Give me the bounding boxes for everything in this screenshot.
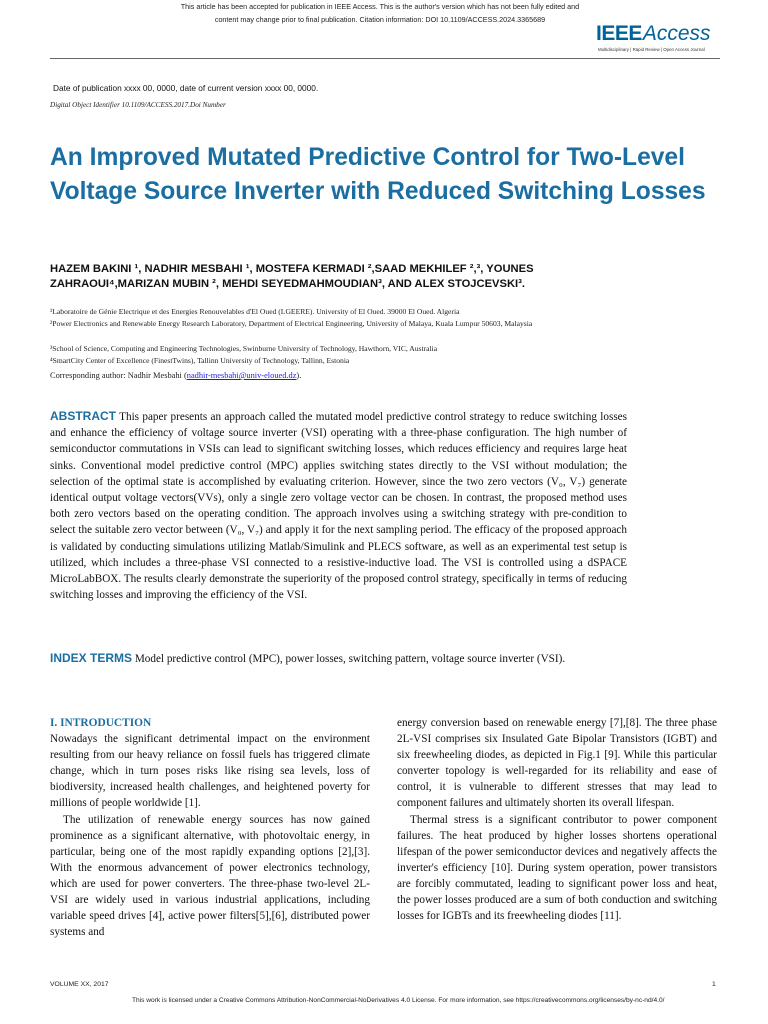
corresponding-suffix: ). xyxy=(296,371,302,380)
footer-page-number: 1 xyxy=(712,981,716,988)
affiliation-4: ⁴SmartCity Center of Excellence (FinestTwins), Tallinn University of Technology, Tallinn, Estonia xyxy=(50,356,350,365)
abstract-label: ABSTRACT xyxy=(50,409,116,423)
author-list: HAZEM BAKINI ¹, NADHIR MESBAHI ¹, MOSTEFA KERMADI ²,SAAD MEKHILEF ²,³, YOUNES ZAHRAOUI⁴,MARIZAN MUBIN ², MEHDI SEYEDMAHMOUDIAN³, AND ALEX STOJCEVSKI³. xyxy=(50,263,534,290)
acceptance-notice xyxy=(100,0,660,26)
acceptance-notice-line1: This article has been accepted for publication in IEEE Access. This is the author's version which has not been fully edited and xyxy=(180,2,580,11)
affiliation-3: ³School of Science, Computing and Engineering Technologies, Swinburne University of Technology, Hawthorn, VIC, Australia xyxy=(50,344,438,353)
logo-access-text: Access xyxy=(642,22,711,45)
index-terms-label: INDEX TERMS xyxy=(50,651,133,665)
publication-date: Date of publication xxxx 00, 0000, date of current version xxxx 00, 0000. xyxy=(53,83,319,93)
abstract-text: This paper presents an approach called the mutated model predictive control strategy to reduce switching losses and enhance the efficiency of voltage source inverter (VSI) operating with a three-phase configuration. The high number of semiconductor commutations in VSIs can lead to significant switching losses, which reduces efficiency and requires large heat sinks. Conventional model predictive control (MPC) applies switching states directly to the VSI without modulation; the selection of the optimal state is accomplished by evaluating criterion. However, since the two zero vectors (V₀, V₇) generate identical output voltage vectors(VVs), only a single zero voltage vector can be chosen. In contrast, the proposed method uses both zero vectors based on the operating condition. The approach involves using a switching strategy with pre-condition to select the suitable zero vector between (V₀, V₇) and apply it for the next sampling period. The efficacy of the proposed approach is validated by conducting simulations utilizing Matlab/Simulink and PLECS software, as well as an experimental test setup is utilized, which includes a three-phase VSI connected to a resistive-inductive load. The VSI is controlled using a dSPACE MicroLabBOX. The results clearly demonstrate the superiority of the proposed control strategy, specifically in terms of reducing switching losses and improving the efficiency of the VSI. xyxy=(50,411,627,602)
index-terms xyxy=(50,650,627,667)
doi-line: Digital Object Identifier 10.1109/ACCESS.2017.Doi Number xyxy=(50,101,226,109)
ieee-access-logo xyxy=(596,22,726,52)
intro-paragraph-4: Thermal stress is a significant contributor to power component failures. The heat produced by higher losses shortens operational lifespan of the power semiconductor devices and negatively affects the inverter's efficiency [10]. During system operation, power transistors are forcibly commutated, leading to significant power loss and heat, the power losses produced are a sum of both conduction and switching losses for IGBTs and its freewheeling diodes [11]. xyxy=(397,813,717,923)
affiliation-2: ²Power Electronics and Renewable Energy Research Laboratory, Department of Electrical Engineering, University of Malaya, Kuala Lumpur 50603, Malaysia xyxy=(50,319,533,328)
abstract xyxy=(50,408,627,603)
corresponding-prefix: Corresponding author: Nadhir Mesbahi ( xyxy=(50,371,187,380)
intro-paragraph-1: Nowadays the significant detrimental impact on the environment resulting from our heavy reliance on fossil fuels has triggered climate change, which in turn poses risks like rising sea levels, loss of biodiversity, increased health challenges, and heightened poverty for millions of people worldwide [1]. xyxy=(50,733,370,810)
header-divider xyxy=(50,58,720,59)
index-terms-text: Model predictive control (MPC), power losses, switching pattern, voltage source inverter (VSI). xyxy=(134,653,566,665)
intro-paragraph-3: energy conversion based on renewable energy [7],[8]. The three phase 2L-VSI comprises six Insulated Gate Bipolar Transistors (IGBT) and six freewheeling diodes, as depicted in Fig.1 [9]. While this particular converter topology is well-regarded for its reliability and ease of control, it is vulnerable to different stresses that may lead to component failures and ultimately shorten its overall lifespan. xyxy=(397,717,717,810)
paper-title: An Improved Mutated Predictive Control for Two-Level Voltage Source Inverter with Reduced Switching Losses xyxy=(50,144,706,205)
corresponding-email-link[interactable]: nadhir-mesbahi@univ-eloued.dz xyxy=(186,371,297,380)
column-left xyxy=(50,715,370,940)
logo-ieee-text: IEEE xyxy=(596,22,642,45)
section-heading-introduction: I. INTRODUCTION xyxy=(50,717,152,729)
logo-tagline: Multidisciplinary | Rapid Review | Open Access Journal xyxy=(598,47,705,52)
column-right xyxy=(397,715,717,924)
affiliation-1: ¹Laboratoire de Génie Electrique et des Energies Renouvelables d'El Oued (LGEERE). University of El Oued. 39000 El Oued. Algeria xyxy=(50,307,460,316)
corresponding-author xyxy=(50,371,301,380)
footer-volume: VOLUME XX, 2017 xyxy=(50,981,109,988)
acceptance-notice-line2: content may change prior to final publication. Citation information: DOI 10.1109/ACCESS.2024.3365689 xyxy=(214,15,546,24)
license-notice: This work is licensed under a Creative Commons Attribution-NonCommercial-NoDerivatives 4.0 License. For more information, see https://creativecommons.org/licenses/by-nc-nd/4.0/ xyxy=(132,997,665,1004)
intro-paragraph-2: The utilization of renewable energy sources has now gained prominence as a significant alternative, with photovoltaic energy, in particular, being one of the most rapidly expanding options [2],[3]. With the enormous advancement of power electronics technology, which are used for power converters. The three-phase two-level 2L-VSI are widely used in various industrial applications, including variable speed drives [4], active power filters[5],[6], distributed power systems and xyxy=(50,813,370,939)
